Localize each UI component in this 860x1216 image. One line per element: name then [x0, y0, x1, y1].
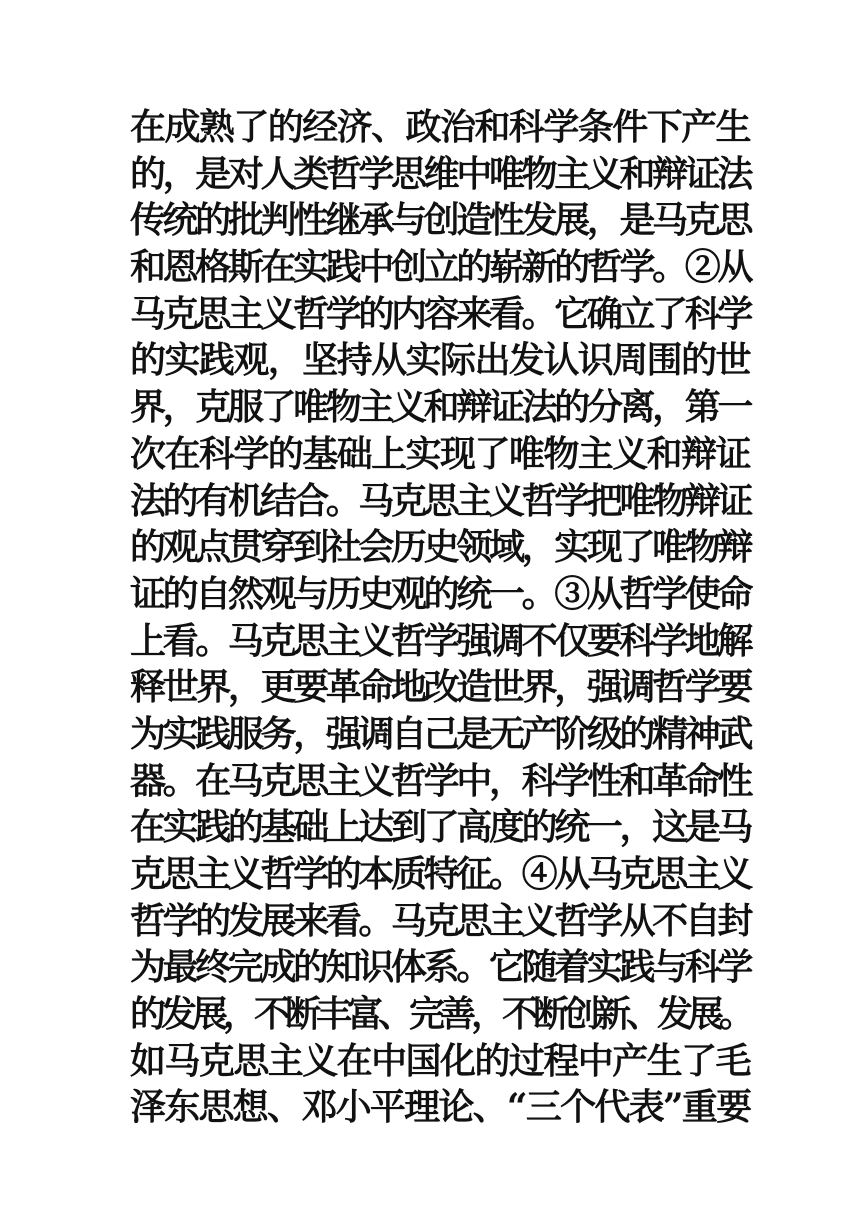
text-line: 器。在马克思主义哲学中，科学性和革命性: [130, 759, 751, 802]
text-line: 和恩格斯在实践中创立的崭新的哲学。②从: [130, 246, 751, 289]
text-line: 克思主义哲学的本质特征。④从马克思主义: [130, 853, 751, 895]
text-line: 马克思主义哲学的内容来看。它确立了科学: [130, 292, 751, 335]
body-text: [130, 104, 750, 1131]
text-line: 释世界，更要革命地改造世界，强调哲学要: [130, 666, 751, 709]
text-line: 在成熟了的经济、政治和科学条件下产生: [130, 106, 751, 148]
text-line: 的观点贯穿到社会历史领域，实现了唯物辩: [130, 526, 751, 569]
text-line: 如马克思主义在中国化的过程中产生了毛: [130, 1039, 751, 1082]
text-line: 为实践服务，强调自己是无产阶级的精神武: [130, 712, 751, 755]
text-line: 的实践观，坚持从实际出发认识周围的世: [130, 339, 751, 382]
text-line: 次在科学的基础上实现了唯物主义和辩证: [130, 432, 751, 475]
text-line: 界，克服了唯物主义和辩证法的分离，第一: [130, 386, 751, 429]
text-line: 法的有机结合。马克思主义哲学把唯物辩证: [130, 479, 751, 522]
text-line: 的发展，不断丰富、完善，不断创新、发展。: [130, 993, 751, 1036]
text-line: 为最终完成的知识体系。它随着实践与科学: [130, 946, 751, 989]
text-line: 的，是对人类哲学思维中唯物主义和辩证法: [130, 152, 751, 195]
text-line: 上看。马克思主义哲学强调不仅要科学地解: [130, 619, 751, 662]
text-line: 在实践的基础上达到了高度的统一，这是马: [130, 806, 751, 849]
text-line: 哲学的发展来看。马克思主义哲学从不自封: [130, 899, 751, 942]
text-line: 传统的批判性继承与创造性发展，是马克思: [130, 199, 751, 242]
text-line: 泽东思想、邓小平理论、“三个代表”重要: [130, 1086, 751, 1129]
text-line: 证的自然观与历史观的统一。③从哲学使命: [130, 572, 751, 615]
